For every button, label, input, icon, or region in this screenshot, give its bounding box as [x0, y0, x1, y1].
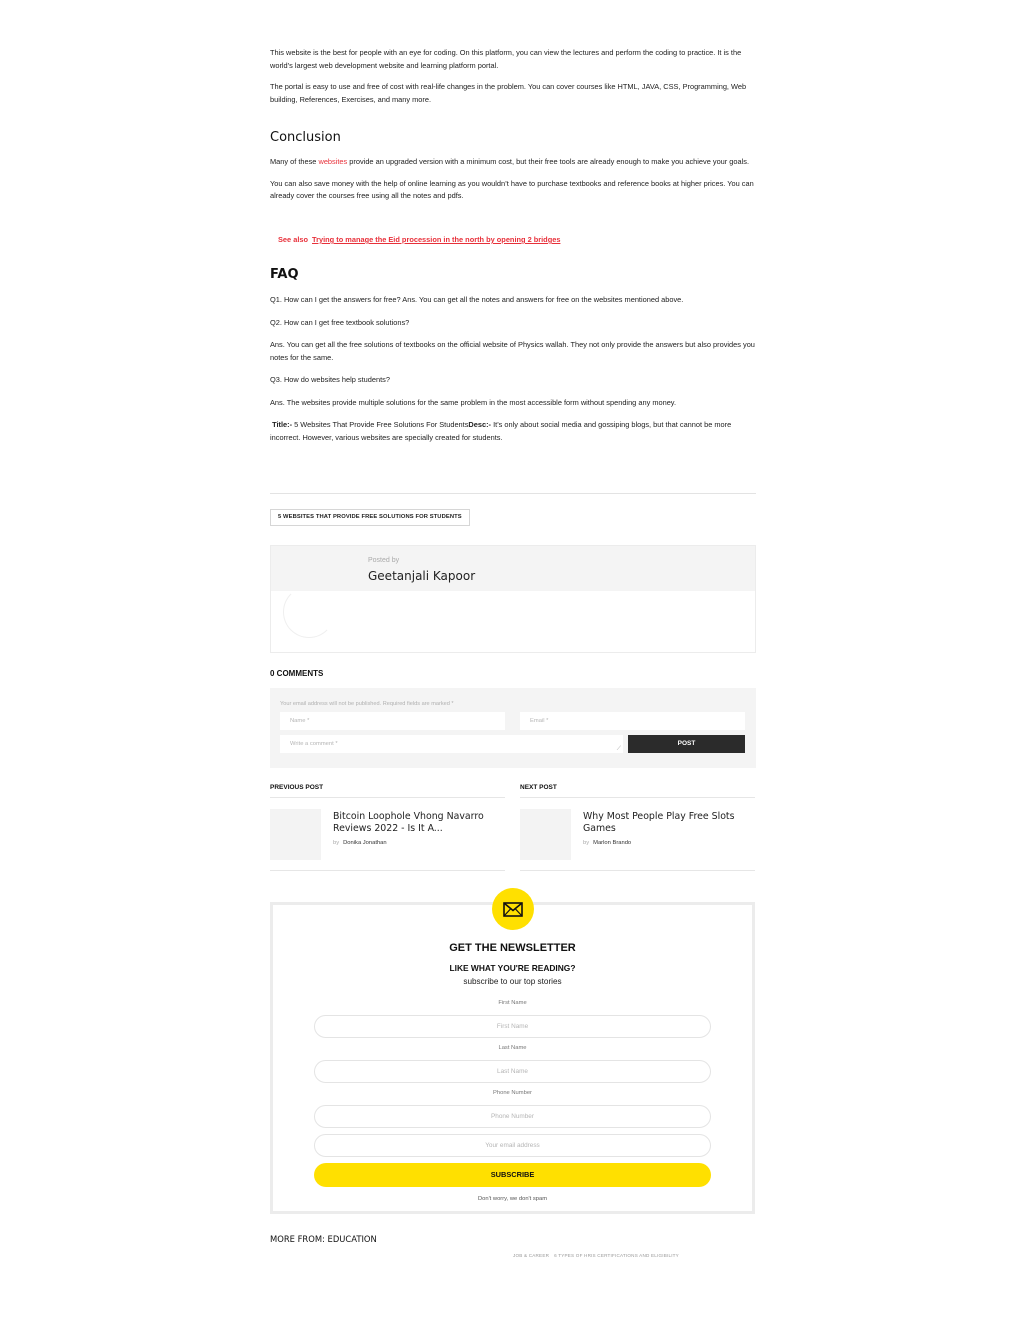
previous-post-label: PREVIOUS POST [270, 784, 324, 791]
author-name[interactable]: Geetanjali Kapoor [368, 569, 476, 583]
comment-placeholder: Write a comment * [290, 741, 338, 747]
avatar[interactable] [283, 586, 335, 638]
envelope-icon [492, 888, 534, 930]
divider [270, 870, 505, 871]
divider [270, 493, 756, 494]
divider [270, 797, 505, 798]
form-note: Your email address will not be published. Required fields are marked * [280, 701, 454, 707]
desc-label: Desc:- [468, 420, 492, 429]
websites-link[interactable]: websites [318, 157, 348, 166]
faq-item: Q3. How do websites help students? [270, 375, 390, 384]
next-post-thumbnail[interactable] [520, 809, 571, 860]
divider [520, 870, 755, 871]
by-label: by [583, 840, 590, 846]
next-post-title[interactable]: Why Most People Play Free Slots Games [583, 811, 735, 834]
email-input[interactable]: Your email address [314, 1134, 711, 1157]
title-desc-paragraph [270, 419, 756, 444]
newsletter-title: GET THE NEWSLETTER [449, 942, 576, 954]
more-from-item [513, 1253, 679, 1258]
author-box [270, 545, 756, 653]
resize-handle-icon[interactable]: ⟋ [616, 746, 621, 752]
conclusion-text-start: Many of these [270, 157, 319, 166]
name-input[interactable]: Name * [280, 712, 505, 730]
faq-item: Ans. The websites provide multiple solutions for the same problem in the most accessible form without spending any money. [270, 397, 677, 407]
conclusion-heading: Conclusion [270, 130, 341, 145]
title-label: Title:- [272, 420, 293, 429]
next-post-label: NEXT POST [520, 784, 557, 791]
next-post-byline [583, 840, 631, 846]
more-from-title: MORE FROM: EDUCATION [270, 1234, 377, 1244]
category-link[interactable]: JOB & CAREER [513, 1253, 550, 1258]
faq-item: Ans. You can get all the free solutions of textbooks on the official website of Physics wallah. They not only provide the answers but also provides you notes for the same. [270, 340, 755, 362]
newsletter-tagline: subscribe to our top stories [463, 977, 562, 986]
divider [520, 797, 755, 798]
previous-post-byline [333, 840, 387, 846]
related-post-link[interactable]: 6 TYPES OF HRIS CERTIFICATIONS AND ELIGIBILITY [554, 1253, 679, 1258]
next-post-author[interactable]: Marlon Brando [593, 840, 632, 846]
previous-post-thumbnail[interactable] [270, 809, 321, 860]
conclusion-paragraph-2: You can also save money with the help of online learning as you wouldn’t have to purchase textbooks and reference books at higher prices. You can already cover the courses free using all the notes and pdfs. [270, 178, 754, 200]
author-header [271, 546, 755, 591]
newsletter-subtitle: LIKE WHAT YOU'RE READING? [449, 963, 576, 973]
post-button[interactable]: POST [628, 735, 745, 753]
comment-form [270, 688, 756, 768]
first-name-input[interactable]: First Name [314, 1015, 711, 1038]
faq-heading: FAQ [270, 267, 299, 282]
faq-item: Q2. How can I get free textbook solutions? [270, 317, 410, 327]
phone-input[interactable]: Phone Number [314, 1105, 711, 1128]
see-also-box [278, 235, 560, 244]
desc-text: It’s only about social media and gossiping blogs, but that cannot be more incorrect. However, various websites are specially created for students. [270, 420, 732, 442]
email-input[interactable]: Email * [520, 712, 745, 730]
faq-item: Q1. How can I get the answers for free? Ans. You can get all the notes and answers for free on the websites mentioned above. [270, 295, 684, 304]
comment-textarea[interactable] [280, 735, 623, 753]
previous-post-author[interactable]: Donika Jonathan [343, 840, 387, 846]
article-body [270, 47, 756, 106]
intro-paragraph-2: The portal is easy to use and free of cost with real-life changes in the problem. You can cover courses like HTML, JAVA, CSS, Programming, Web building, References, Exercises, and many more. [270, 82, 747, 104]
last-name-label: Last Name [498, 1045, 527, 1051]
by-label: by [333, 840, 340, 846]
conclusion-text-end: provide an upgraded version with a minimum cost, but their free tools are already enough to make you achieve your goals. [347, 157, 750, 166]
phone-label: Phone Number [493, 1090, 532, 1096]
title-text: 5 Websites That Provide Free Solutions For Students [292, 420, 469, 429]
last-name-input[interactable]: Last Name [314, 1060, 711, 1083]
comments-title: 0 COMMENTS [270, 669, 324, 678]
posted-by-label: Posted by [368, 557, 400, 564]
intro-paragraph-1: This website is the best for people with an eye for coding. On this platform, you can view the lectures and perform the coding to practice. It is the world’s largest web development website and learning platform portal. [270, 48, 742, 70]
first-name-label: First Name [498, 1000, 527, 1006]
post-tag[interactable]: 5 WEBSITES THAT PROVIDE FREE SOLUTIONS FOR STUDENTS [270, 509, 470, 526]
faq-list [270, 294, 756, 444]
conclusion-section [270, 156, 756, 203]
conclusion-paragraph-1 [270, 156, 756, 169]
subscribe-button[interactable]: SUBSCRIBE [314, 1163, 711, 1187]
previous-post-title[interactable]: Bitcoin Loophole Vhong Navarro Reviews 2022 - Is It A... [333, 811, 484, 834]
see-also-link[interactable]: Trying to manage the Eid procession in the north by opening 2 bridges [312, 235, 561, 244]
no-spam-note: Don't worry, we don't spam [477, 1196, 548, 1202]
see-also-label: See also [278, 235, 308, 244]
